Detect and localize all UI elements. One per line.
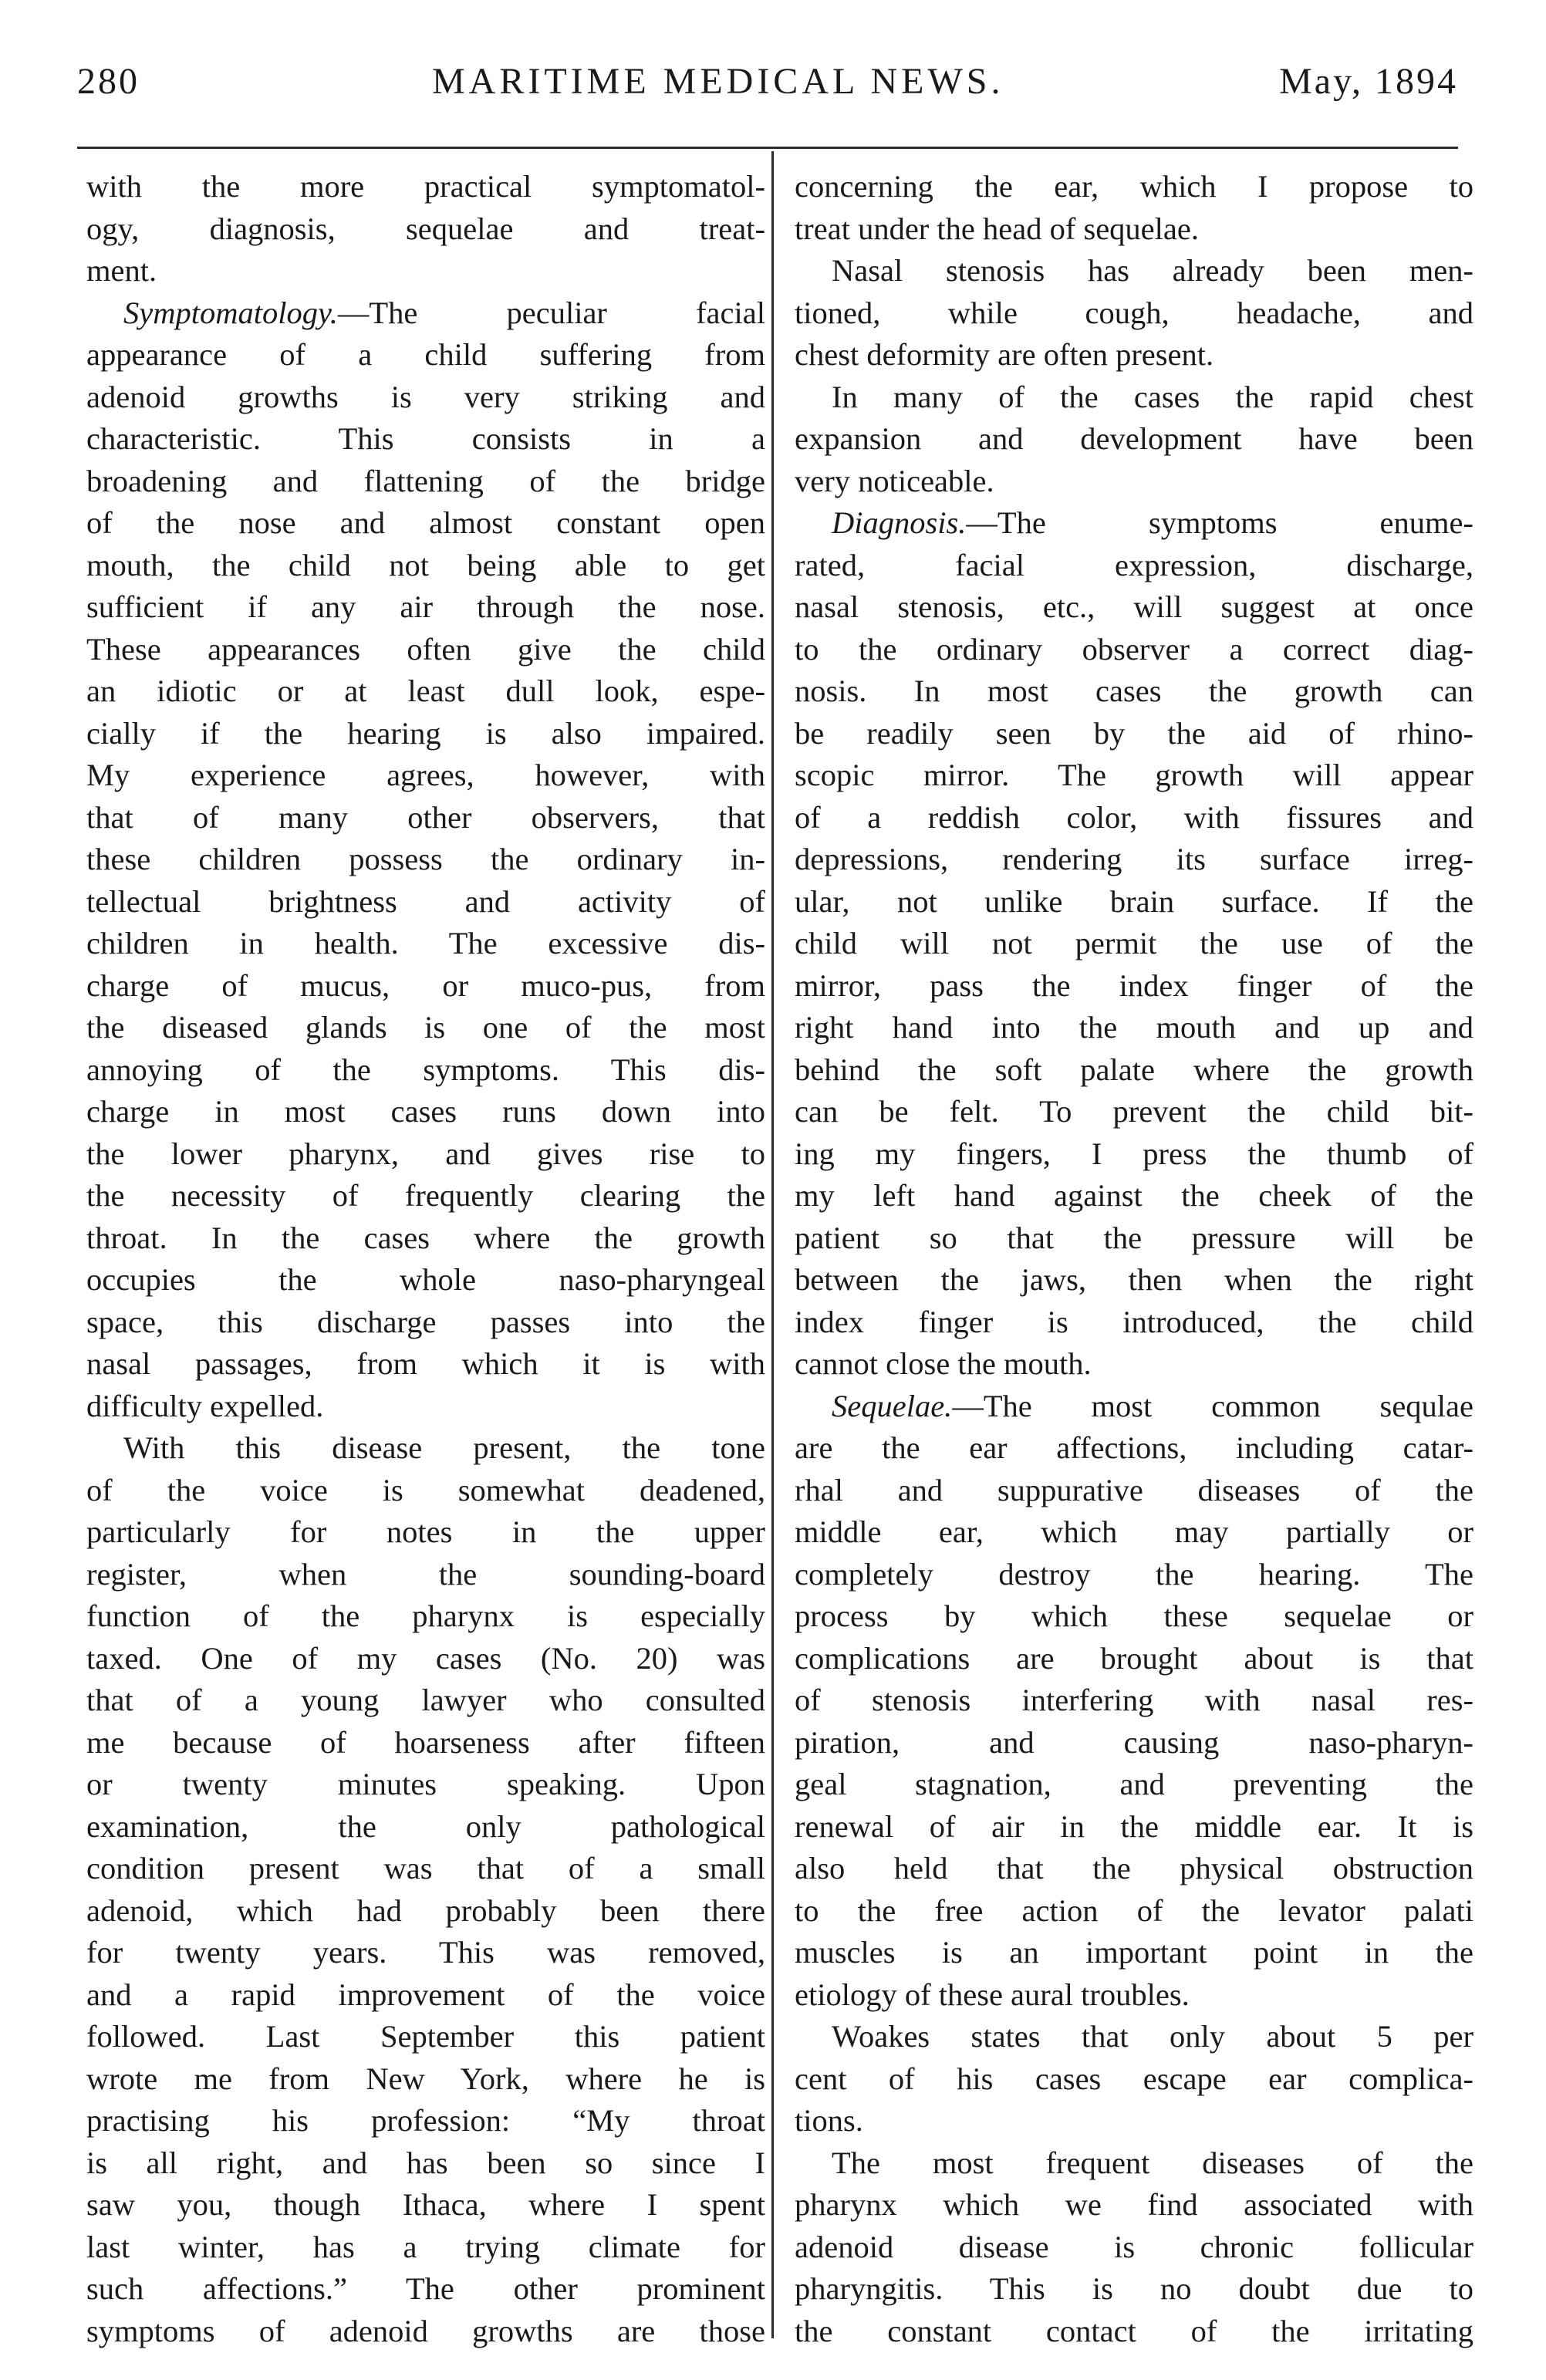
- right-column-text-line: [795, 713, 1473, 755]
- column-divider: [771, 151, 774, 2338]
- line-text: me because of hoarseness after fifteen: [86, 1724, 765, 1760]
- left-column-text-line: [86, 1722, 765, 1764]
- line-text: symptoms of adenoid growths are those: [86, 2313, 765, 2348]
- left-column-text-line: [86, 2016, 765, 2058]
- left-column-text-line: [86, 2058, 765, 2101]
- right-column-text-line: [795, 1427, 1473, 1470]
- left-column-text-line: [86, 2311, 765, 2353]
- line-text: pharyngitis. This is no doubt due to: [795, 2271, 1473, 2306]
- right-column-text-line: [795, 2268, 1473, 2311]
- left-column-text-line: [86, 1217, 765, 1260]
- left-column-text-line: [86, 334, 765, 376]
- line-text: saw you, though Ithaca, where I spent: [86, 2187, 765, 2222]
- line-text: an idiotic or at least dull look, espe-: [86, 673, 765, 708]
- line-text: nosis. In most cases the growth can: [795, 673, 1473, 708]
- right-column-text-line: [795, 1848, 1473, 1890]
- right-column-text-line: [795, 1638, 1473, 1680]
- right-column-text-line: [795, 1806, 1473, 1848]
- line-text: complications are brought about is that: [795, 1640, 1473, 1676]
- left-column-text-line: [86, 1259, 765, 1301]
- line-text: chest deformity are often present.: [795, 337, 1214, 372]
- left-column-text-line: [86, 1427, 765, 1470]
- line-text: Woakes states that only about 5 per: [832, 2019, 1473, 2054]
- line-text: throat. In the cases where the growth: [86, 1220, 765, 1255]
- right-column-text-line: [795, 376, 1473, 419]
- line-text: middle ear, which may partially or: [795, 1514, 1473, 1549]
- left-column-text-line: [86, 1638, 765, 1680]
- line-text: ular, not unlike brain surface. If the: [795, 883, 1473, 919]
- section-heading: Sequelae.: [832, 1388, 953, 1423]
- right-column-text-line: [795, 166, 1473, 208]
- right-column-text-line: [795, 461, 1473, 503]
- left-column-text-line: [86, 2226, 765, 2269]
- line-text: cannot close the mouth.: [795, 1346, 1092, 1381]
- right-column-text-line: [795, 1007, 1473, 1049]
- line-text: charge in most cases runs down into: [86, 1094, 765, 1129]
- line-text: —The peculiar facial: [337, 295, 765, 330]
- line-text: adenoid, which had probably been there: [86, 1892, 765, 1928]
- line-text: depressions, rendering its surface irreg-: [795, 842, 1473, 876]
- left-column-text-line: [86, 1554, 765, 1596]
- line-text: practising his profession: “My throat: [86, 2103, 765, 2138]
- line-text: that of many other observers, that: [86, 799, 765, 835]
- right-column-text-line: [795, 1890, 1473, 1933]
- right-column-text-line: [795, 923, 1473, 965]
- left-column-text-line: [86, 965, 765, 1008]
- section-heading: Symptomatology.: [123, 295, 338, 330]
- left-column-text-line: [86, 1680, 765, 1722]
- line-text: space, this discharge passes into the: [86, 1304, 765, 1339]
- line-text: completely destroy the hearing. The: [795, 1556, 1473, 1592]
- right-column-text-line: [795, 2100, 1473, 2142]
- right-column-text-line: [795, 1511, 1473, 1554]
- right-column-text-line: [795, 1301, 1473, 1344]
- right-column-text-line: [795, 1175, 1473, 1217]
- line-text: taxed. One of my cases (No. 20) was: [86, 1640, 765, 1676]
- line-text: etiology of these aural troubles.: [795, 1977, 1190, 2012]
- left-column-text-line: [86, 755, 765, 797]
- left-column-text-line: [86, 1175, 765, 1217]
- line-text: between the jaws, then when the right: [795, 1262, 1473, 1297]
- line-text: followed. Last September this patient: [86, 2019, 765, 2054]
- line-text: occupies the whole naso-pharyngeal: [86, 1262, 765, 1297]
- left-column-text-line: [86, 461, 765, 503]
- line-text: the constant contact of the irritating: [795, 2313, 1473, 2348]
- line-text: very noticeable.: [795, 463, 994, 498]
- right-column-text-line: [795, 1470, 1473, 1512]
- left-column-text-line: [86, 839, 765, 881]
- line-text: cially if the hearing is also impaired.: [86, 715, 765, 751]
- left-column-text-line: [86, 1890, 765, 1933]
- line-text: condition present was that of a small: [86, 1851, 765, 1885]
- line-text: cent of his cases escape ear complica-: [795, 2061, 1473, 2096]
- line-text: the necessity of frequently clearing the: [86, 1178, 765, 1213]
- right-column-text-line: [795, 2226, 1473, 2269]
- line-text: —The symptoms enume-: [966, 505, 1473, 540]
- left-column-text-line: [86, 1091, 765, 1133]
- line-text: be readily seen by the aid of rhino-: [795, 715, 1473, 751]
- left-column-text-line: [86, 629, 765, 671]
- line-text: treat under the head of sequelae.: [795, 211, 1199, 246]
- line-text: of the nose and almost constant open: [86, 505, 765, 540]
- right-column-text-line: [795, 1386, 1473, 1428]
- left-column-text-line: [86, 545, 765, 587]
- line-text: tellectual brightness and activity of: [86, 883, 765, 919]
- left-column-text-line: [86, 2184, 765, 2226]
- line-text: behind the soft palate where the growth: [795, 1052, 1473, 1087]
- line-text: mirror, pass the index finger of the: [795, 967, 1473, 1003]
- right-column-text-line: [795, 208, 1473, 251]
- left-column-text-line: [86, 2100, 765, 2142]
- right-column-text-line: [795, 1343, 1473, 1386]
- line-text: particularly for notes in the upper: [86, 1514, 765, 1549]
- right-column-text-line: [795, 502, 1473, 545]
- line-text: Nasal stenosis has already been men-: [832, 253, 1473, 288]
- right-column: [795, 166, 1473, 2352]
- left-column-text-line: [86, 1806, 765, 1848]
- right-column-text-line: [795, 1133, 1473, 1176]
- right-column-text-line: [795, 881, 1473, 923]
- right-column-text-line: [795, 1049, 1473, 1092]
- line-text: of a reddish color, with fissures and: [795, 799, 1473, 835]
- right-column-text-line: [795, 2016, 1473, 2058]
- line-text: are the ear affections, including catar-: [795, 1430, 1473, 1465]
- line-text: ogy, diagnosis, sequelae and treat-: [86, 211, 765, 246]
- line-text: The most frequent diseases of the: [832, 2145, 1473, 2180]
- line-text: rated, facial expression, discharge,: [795, 547, 1473, 582]
- line-text: —The most common sequlae: [952, 1388, 1473, 1423]
- right-column-text-line: [795, 629, 1473, 671]
- left-column-text-line: [86, 166, 765, 208]
- line-text: adenoid disease is chronic follicular: [795, 2229, 1473, 2264]
- line-text: nasal passages, from which it is with: [86, 1346, 765, 1381]
- line-text: concerning the ear, which I propose to: [795, 169, 1473, 204]
- line-text: patient so that the pressure will be: [795, 1220, 1473, 1255]
- right-column-text-line: [795, 2058, 1473, 2101]
- left-column-text-line: [86, 2268, 765, 2311]
- line-text: register, when the sounding-board: [86, 1556, 765, 1592]
- line-text: appearance of a child suffering from: [86, 337, 765, 372]
- left-column-text-line: [86, 881, 765, 923]
- journal-title: MARITIME MEDICAL NEWS.: [432, 61, 1004, 102]
- left-column-text-line: [86, 586, 765, 629]
- line-text: adenoid growths is very striking and: [86, 379, 765, 414]
- section-heading: Diagnosis.: [832, 505, 967, 540]
- left-column-text-line: [86, 1974, 765, 2017]
- line-text: and a rapid improvement of the voice: [86, 1977, 765, 2012]
- issue-date: May, 1894: [1279, 61, 1458, 102]
- right-column-text-line: [795, 1217, 1473, 1260]
- line-text: the diseased glands is one of the most: [86, 1010, 765, 1045]
- line-text: function of the pharynx is especially: [86, 1598, 765, 1633]
- line-text: that of a young lawyer who consulted: [86, 1683, 765, 1717]
- left-column-text-line: [86, 1301, 765, 1344]
- line-text: In many of the cases the rapid chest: [832, 379, 1473, 414]
- line-text: right hand into the mouth and up and: [795, 1010, 1473, 1045]
- right-column-text-line: [795, 2184, 1473, 2226]
- right-column-text-line: [795, 1722, 1473, 1764]
- line-text: can be felt. To prevent the child bit-: [795, 1094, 1473, 1129]
- line-text: for twenty years. This was removed,: [86, 1935, 765, 1970]
- left-column-text-line: [86, 713, 765, 755]
- line-text: with the more practical symptomatol-: [86, 169, 765, 204]
- right-column-text-line: [795, 545, 1473, 587]
- left-column-text-line: [86, 797, 765, 839]
- left-column-text-line: [86, 1932, 765, 1974]
- line-text: or twenty minutes speaking. Upon: [86, 1767, 765, 1801]
- left-column-text-line: [86, 376, 765, 419]
- line-text: index finger is introduced, the child: [795, 1304, 1473, 1339]
- right-column-text-line: [795, 586, 1473, 629]
- left-column-text-line: [86, 208, 765, 251]
- line-text: annoying of the symptoms. This dis-: [86, 1052, 765, 1087]
- line-text: sufficient if any air through the nose.: [86, 589, 765, 624]
- line-text: tioned, while cough, headache, and: [795, 295, 1473, 330]
- right-column-text-line: [795, 2142, 1473, 2185]
- right-column-text-line: [795, 1680, 1473, 1722]
- right-column-text-line: [795, 839, 1473, 881]
- line-text: nasal stenosis, etc., will suggest at once: [795, 589, 1473, 624]
- line-text: ing my fingers, I press the thumb of: [795, 1136, 1473, 1171]
- line-text: renewal of air in the middle ear. It is: [795, 1808, 1473, 1844]
- running-head: [77, 60, 1458, 114]
- page-number: 280: [77, 61, 140, 102]
- right-column-text-line: [795, 670, 1473, 713]
- left-column-text-line: [86, 250, 765, 292]
- line-text: wrote me from New York, where he is: [86, 2061, 765, 2096]
- left-column-text-line: [86, 1049, 765, 1092]
- line-text: process by which these sequelae or: [795, 1598, 1473, 1633]
- line-text: pharynx which we find associated with: [795, 2187, 1473, 2222]
- line-text: also held that the physical obstruction: [795, 1851, 1473, 1885]
- line-text: is all right, and has been so since I: [86, 2145, 765, 2180]
- line-text: characteristic. This consists in a: [86, 421, 765, 456]
- line-text: to the ordinary observer a correct diag-: [795, 631, 1473, 667]
- left-column-text-line: [86, 1848, 765, 1890]
- right-column-text-line: [795, 250, 1473, 292]
- line-text: of the voice is somewhat deadened,: [86, 1472, 765, 1507]
- right-column-text-line: [795, 1554, 1473, 1596]
- line-text: to the free action of the levator palati: [795, 1892, 1473, 1928]
- right-column-text-line: [795, 1259, 1473, 1301]
- right-column-text-line: [795, 1974, 1473, 2017]
- line-text: charge of mucus, or muco-pus, from: [86, 967, 765, 1003]
- left-column: [86, 166, 765, 2352]
- left-column-text-line: [86, 502, 765, 545]
- right-column-text-line: [795, 1595, 1473, 1638]
- line-text: scopic mirror. The growth will appear: [795, 758, 1473, 792]
- line-text: the lower pharynx, and gives rise to: [86, 1136, 765, 1171]
- right-column-text-line: [795, 418, 1473, 461]
- line-text: last winter, has a trying climate for: [86, 2229, 765, 2264]
- left-column-text-line: [86, 1386, 765, 1428]
- line-text: these children possess the ordinary in-: [86, 842, 765, 876]
- left-column-text-line: [86, 292, 765, 335]
- line-text: children in health. The excessive dis-: [86, 926, 765, 960]
- line-text: rhal and suppurative diseases of the: [795, 1472, 1473, 1507]
- left-column-text-line: [86, 1343, 765, 1386]
- line-text: broadening and flattening of the bridge: [86, 463, 765, 498]
- line-text: examination, the only pathological: [86, 1808, 765, 1844]
- line-text: my left hand against the cheek of the: [795, 1178, 1473, 1213]
- left-column-text-line: [86, 923, 765, 965]
- right-column-text-line: [795, 1764, 1473, 1806]
- line-text: difficulty expelled.: [86, 1388, 324, 1423]
- left-column-text-line: [86, 2142, 765, 2185]
- line-text: such affections.” The other prominent: [86, 2271, 765, 2306]
- left-column-text-line: [86, 1133, 765, 1176]
- right-column-text-line: [795, 2311, 1473, 2353]
- line-text: muscles is an important point in the: [795, 1935, 1473, 1970]
- left-column-text-line: [86, 1764, 765, 1806]
- right-column-text-line: [795, 292, 1473, 335]
- left-column-text-line: [86, 1007, 765, 1049]
- left-column-text-line: [86, 1470, 765, 1512]
- line-text: ment.: [86, 253, 157, 288]
- header-rule: [77, 147, 1458, 149]
- left-column-text-line: [86, 418, 765, 461]
- right-column-text-line: [795, 1932, 1473, 1974]
- right-column-text-line: [795, 965, 1473, 1008]
- line-text: These appearances often give the child: [86, 631, 765, 667]
- line-text: With this disease present, the tone: [123, 1430, 765, 1465]
- line-text: geal stagnation, and preventing the: [795, 1767, 1473, 1801]
- line-text: expansion and development have been: [795, 421, 1473, 456]
- line-text: mouth, the child not being able to get: [86, 547, 765, 582]
- line-text: child will not permit the use of the: [795, 926, 1473, 960]
- left-column-text-line: [86, 670, 765, 713]
- line-text: My experience agrees, however, with: [86, 758, 765, 792]
- left-column-text-line: [86, 1595, 765, 1638]
- line-text: piration, and causing naso-pharyn-: [795, 1724, 1473, 1760]
- line-text: tions.: [795, 2103, 863, 2138]
- right-column-text-line: [795, 755, 1473, 797]
- right-column-text-line: [795, 1091, 1473, 1133]
- right-column-text-line: [795, 797, 1473, 839]
- line-text: of stenosis interfering with nasal res-: [795, 1683, 1473, 1717]
- right-column-text-line: [795, 334, 1473, 376]
- left-column-text-line: [86, 1511, 765, 1554]
